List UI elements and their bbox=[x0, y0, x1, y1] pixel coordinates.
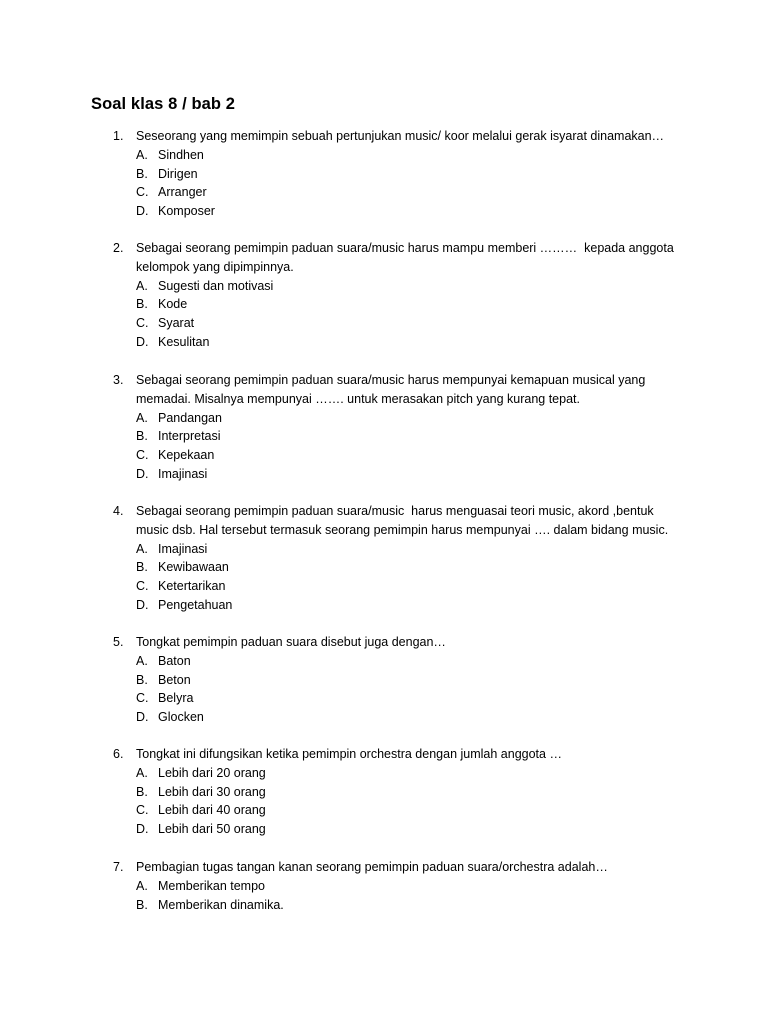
question-text: Tongkat pemimpin paduan suara disebut juga dengan… bbox=[136, 635, 446, 649]
option-list bbox=[113, 764, 713, 839]
option-a: A. Sugesti dan motivasi bbox=[136, 278, 274, 293]
option-b: B. Kode bbox=[136, 297, 188, 312]
option-b: B. Lebih dari 30 orang bbox=[136, 784, 266, 799]
option-a: A. Sindhen bbox=[136, 147, 204, 162]
question-number: 3. bbox=[113, 373, 124, 387]
option-d: D. Glocken bbox=[136, 710, 204, 725]
option-list bbox=[113, 277, 713, 352]
option-d: D. Komposer bbox=[136, 204, 215, 219]
question-number: 1. bbox=[113, 129, 124, 143]
question-7 bbox=[113, 858, 713, 914]
option-c: C. Arranger bbox=[136, 185, 207, 200]
option-a: A. Baton bbox=[136, 653, 191, 668]
question-number: 4. bbox=[113, 504, 124, 518]
question-text: Sebagai seorang pemimpin paduan suara/music harus mampu memberi ……… kepada anggota bbox=[136, 241, 674, 255]
question-2 bbox=[113, 239, 713, 352]
option-c: C. Syarat bbox=[136, 316, 195, 331]
question-text-continued: music dsb. Hal tersebut termasuk seorang pemimpin harus mempunyai …. dalam bidang music. bbox=[136, 522, 669, 537]
option-a: A. Lebih dari 20 orang bbox=[136, 765, 266, 780]
option-d: D. Pengetahuan bbox=[136, 597, 233, 612]
question-text: Pembagian tugas tangan kanan seorang pemimpin paduan suara/orchestra adalah… bbox=[136, 860, 608, 874]
option-c: C. Belyra bbox=[136, 691, 194, 706]
option-c: C. Kepekaan bbox=[136, 448, 215, 463]
question-text: Sebagai seorang pemimpin paduan suara/music harus menguasai teori music, akord ,bentuk bbox=[136, 504, 654, 518]
option-a: A. Pandangan bbox=[136, 410, 222, 425]
question-number: 5. bbox=[113, 635, 124, 649]
question-4 bbox=[113, 502, 713, 615]
option-a: A. Memberikan tempo bbox=[136, 878, 265, 893]
question-text: Tongkat ini difungsikan ketika pemimpin orchestra dengan jumlah anggota … bbox=[136, 747, 562, 761]
option-list bbox=[113, 877, 713, 915]
document-title: Soal klas 8 / bab 2 bbox=[91, 95, 236, 113]
question-text: Seseorang yang memimpin sebuah pertunjukan music/ koor melalui gerak isyarat dinamakan… bbox=[136, 129, 665, 143]
question-6 bbox=[113, 745, 713, 839]
question-5 bbox=[113, 633, 713, 727]
option-b: B. Beton bbox=[136, 672, 191, 687]
question-number: 6. bbox=[113, 747, 124, 761]
option-list bbox=[113, 540, 713, 615]
question-number: 7. bbox=[113, 860, 124, 874]
option-b: B. Memberikan dinamika. bbox=[136, 897, 284, 912]
question-text-continued: kelompok yang dipimpinnya. bbox=[136, 259, 294, 274]
option-c: C. Lebih dari 40 orang bbox=[136, 803, 266, 818]
question-text: Sebagai seorang pemimpin paduan suara/music harus mempunyai kemapuan musical yang bbox=[136, 373, 646, 387]
question-text-continued: memadai. Misalnya mempunyai ……. untuk merasakan pitch yang kurang tepat. bbox=[136, 391, 580, 406]
option-list bbox=[113, 652, 713, 727]
option-a: A. Imajinasi bbox=[136, 541, 208, 556]
option-c: C. Ketertarikan bbox=[136, 579, 226, 594]
question-3 bbox=[113, 371, 713, 484]
option-d: D. Lebih dari 50 orang bbox=[136, 822, 266, 837]
option-d: D. Imajinasi bbox=[136, 466, 208, 481]
option-b: B. Dirigen bbox=[136, 166, 198, 181]
option-list bbox=[113, 409, 713, 484]
option-list bbox=[113, 146, 713, 221]
option-b: B. Kewibawaan bbox=[136, 560, 229, 575]
question-number: 2. bbox=[113, 241, 124, 255]
question-1 bbox=[113, 127, 713, 221]
option-b: B. Interpretasi bbox=[136, 429, 221, 444]
option-d: D. Kesulitan bbox=[136, 334, 210, 349]
